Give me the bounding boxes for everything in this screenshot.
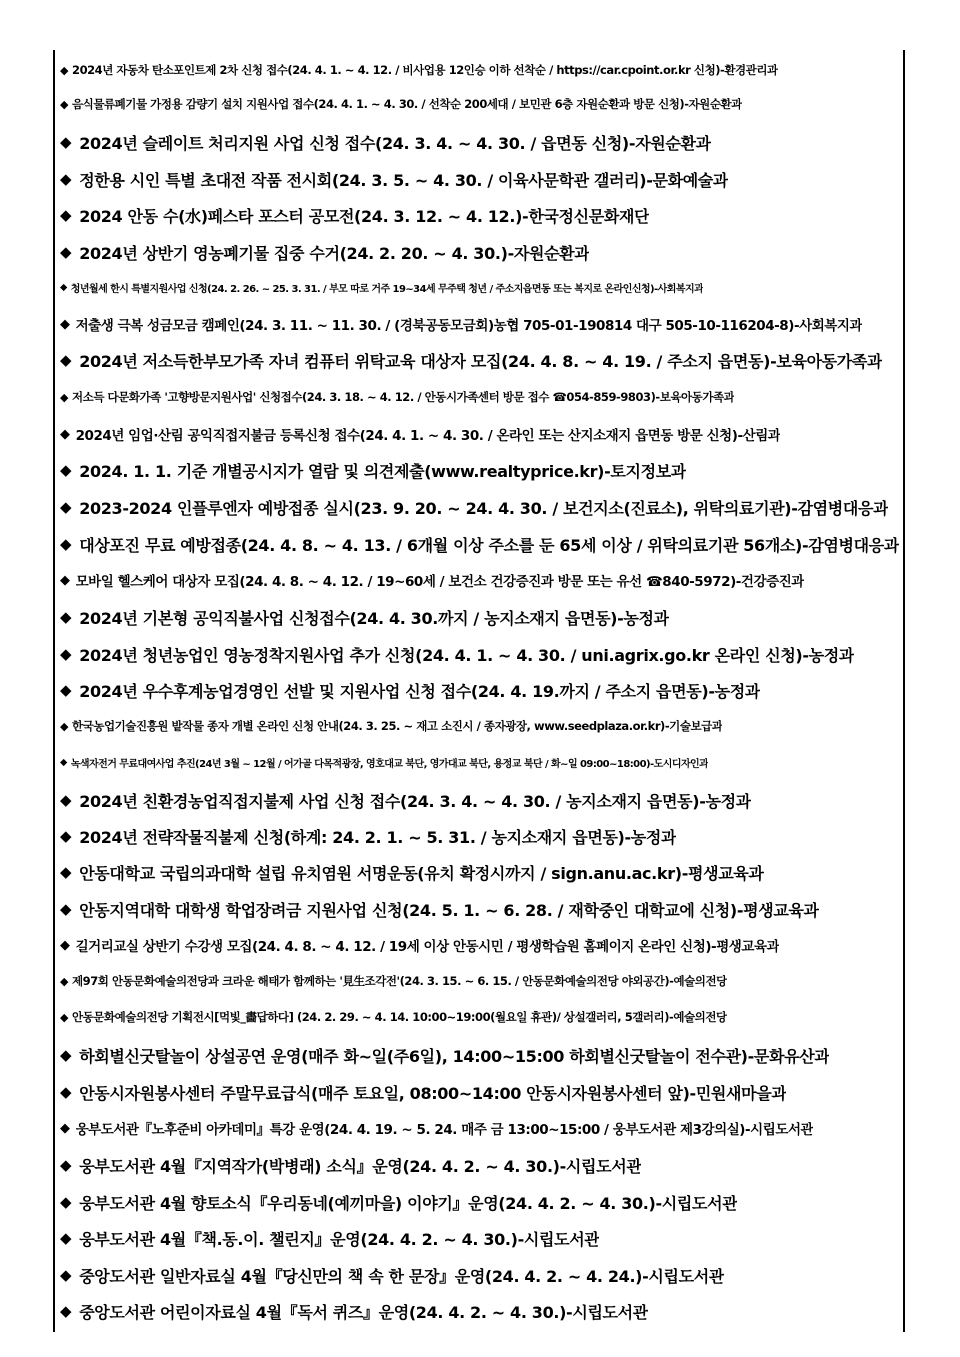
notice-item	[60, 1041, 902, 1069]
page-border-right	[903, 50, 905, 1332]
notice-item	[60, 1078, 902, 1106]
diamond-bullet-icon: ◆	[60, 1046, 72, 1064]
notice-text: 중앙도서관 일반자료실 4월『당신만의 책 속 한 문장』운영(24. 4. 2. ~ 4. 24.)-시립도서관	[79, 1266, 724, 1286]
notice-item	[60, 201, 902, 229]
notice-text: 2024년 임업·산림 공익직접지불금 등록신청 접수(24. 4. 1. ~ 4. 30. / 온라인 또는 산지소재지 읍면동 방문 신청)-산림과	[75, 428, 781, 444]
diamond-bullet-icon: ◆	[60, 719, 69, 733]
notice-item	[60, 165, 902, 193]
diamond-bullet-icon: ◆	[60, 1266, 72, 1284]
notice-text: 2024 안동 수(水)페스타 포스터 공모전(24. 3. 12. ~ 4. 12.)-한국정신문화재단	[79, 206, 650, 226]
diamond-bullet-icon: ◆	[60, 681, 72, 699]
notice-item	[60, 456, 902, 484]
notice-item	[60, 385, 902, 409]
notice-text: 대상포진 무료 예방접종(24. 4. 8. ~ 4. 13. / 6개월 이상 주소를 둔 65세 이상 / 위탁의료기관 56개소)-감염병대응과	[79, 535, 899, 555]
diamond-bullet-icon: ◆	[60, 1083, 72, 1101]
diamond-bullet-icon: ◆	[60, 133, 72, 151]
notice-item	[60, 493, 902, 521]
notice-item	[60, 276, 902, 298]
notice-item	[60, 932, 902, 958]
notice-item	[60, 421, 902, 447]
diamond-bullet-icon: ◆	[60, 1156, 72, 1174]
notice-item	[60, 895, 902, 923]
diamond-bullet-icon: ◆	[60, 63, 69, 77]
notice-text: 녹색자전거 무료대여사업 추진(24년 3월 ~ 12월 / 어가골 다목적광장, 영호대교 북단, 영가대교 북단, 용정교 북단 / 화~일 09:00~18:00)-도시디자인과	[70, 758, 709, 770]
notice-item	[60, 969, 902, 993]
notice-item	[60, 640, 902, 668]
notice-item	[60, 58, 902, 82]
notice-text: 저출생 극복 성금모금 캠페인(24. 3. 11. ~ 11. 30. / (경북공동모금회)농협 705-01-190814 대구 505-10-116204-8)-사회복지과	[75, 318, 863, 334]
notice-text: 하회별신굿탈놀이 상설공연 운영(매주 화~일(주6일), 14:00~15:00 하회별신굿탈놀이 전수관)-문화유산과	[79, 1046, 830, 1066]
notice-text: 음식물류폐기물 가정용 감량기 설치 지원사업 접수(24. 4. 1. ~ 4. 30. / 선착순 200세대 / 보민관 6층 자원순환과 방문 신청)-자원순환과	[72, 97, 742, 111]
notice-item	[60, 822, 902, 850]
diamond-bullet-icon: ◆	[60, 390, 69, 404]
notice-text: 2024년 기본형 공익직불사업 신청접수(24. 4. 30.까지 / 농지소재지 읍면동)-농정과	[79, 608, 669, 628]
diamond-bullet-icon: ◆	[60, 572, 70, 588]
diamond-bullet-icon: ◆	[60, 1010, 69, 1024]
notice-text: 모바일 헬스케어 대상자 모집(24. 4. 8. ~ 4. 12. / 19~60세 / 보건소 건강증진과 방문 또는 유선 ☎840-5972)-건강증진과	[75, 574, 804, 590]
notice-text: 안동지역대학 대학생 학업장려금 지원사업 신청(24. 5. 1. ~ 6. 28. / 재학중인 대학교에 신청)-평생교육과	[79, 900, 819, 920]
notice-text: 2024년 저소득한부모가족 자녀 컴퓨터 위탁교육 대상자 모집(24. 4. 8. ~ 4. 19. / 주소지 읍면동)-보육아동가족과	[79, 351, 883, 371]
diamond-bullet-icon: ◆	[60, 1193, 72, 1211]
diamond-bullet-icon: ◆	[60, 97, 69, 111]
notice-item	[60, 786, 902, 814]
notice-text: 안동시자원봉사센터 주말무료급식(매주 토요일, 08:00~14:00 안동시자원봉사센터 앞)-민원새마을과	[79, 1083, 787, 1103]
notice-text: 웅부도서관『노후준비 아카데미』특강 운영(24. 4. 19. ~ 5. 24. 매주 금 13:00~15:00 / 웅부도서관 제3강의실)-시립도서관	[75, 1122, 814, 1138]
diamond-bullet-icon: ◆	[60, 1229, 72, 1247]
notice-text: 2024년 청년농업인 영농정착지원사업 추가 신청(24. 4. 1. ~ 4. 30. / uni.agrix.go.kr 온라인 신청)-농정과	[79, 645, 854, 665]
notice-text: 2023-2024 인플루엔자 예방접종 실시(23. 9. 20. ~ 24. 4. 30. / 보건지소(진료소), 위탁의료기관)-감염병대응과	[79, 498, 889, 518]
notice-item	[60, 676, 902, 704]
notice-item	[60, 238, 902, 266]
notice-item	[60, 714, 902, 738]
notice-item	[60, 1151, 902, 1179]
diamond-bullet-icon: ◆	[60, 1302, 72, 1320]
diamond-bullet-icon: ◆	[60, 937, 70, 953]
notice-item	[60, 92, 902, 116]
diamond-bullet-icon: ◆	[60, 1120, 70, 1136]
diamond-bullet-icon: ◆	[60, 170, 72, 188]
diamond-bullet-icon: ◆	[60, 316, 70, 332]
notice-text: 웅부도서관 4월『지역작가(박병래) 소식』운영(24. 4. 2. ~ 4. 30.)-시립도서관	[79, 1156, 642, 1176]
notice-text: 2024년 슬레이트 처리지원 사업 신청 접수(24. 3. 4. ~ 4. 30. / 읍면동 신청)-자원순환과	[79, 133, 711, 153]
notice-item	[60, 858, 902, 886]
notice-text: 2024년 친환경농업직접지불제 사업 신청 접수(24. 3. 4. ~ 4. 30. / 농지소재지 읍면동)-농정과	[79, 791, 751, 811]
notice-item	[60, 530, 902, 558]
notice-item	[60, 346, 902, 374]
notice-text: 2024년 자동차 탄소포인트제 2차 신청 접수(24. 4. 1. ~ 4. 12. / 비사업용 12인승 이하 선착순 / https://car.cpoint.or.kr 신청)-환경관리과	[72, 63, 778, 77]
diamond-bullet-icon: ◆	[60, 461, 72, 479]
diamond-bullet-icon: ◆	[60, 426, 70, 442]
diamond-bullet-icon: ◆	[60, 791, 72, 809]
diamond-bullet-icon: ◆	[60, 243, 72, 261]
diamond-bullet-icon: ◆	[60, 281, 67, 293]
notice-item	[60, 751, 902, 773]
diamond-bullet-icon: ◆	[60, 351, 72, 369]
diamond-bullet-icon: ◆	[60, 974, 69, 988]
notice-text: 청년월세 한시 특별지원사업 신청(24. 2. 26. ~ 25. 3. 31. / 부모 따로 거주 19~34세 무주택 청년 / 주소지읍면동 또는 복지로 온라인신청)-사회복지과	[70, 283, 704, 295]
diamond-bullet-icon: ◆	[60, 827, 72, 845]
notice-text: 제97회 안동문화예술의전당과 크라운 해태가 함께하는 '見生조각전'(24. 3. 15. ~ 6. 15. / 안동문화예술의전당 야외공간)-예술의전당	[72, 974, 727, 988]
notice-text: 길거리교실 상반기 수강생 모집(24. 4. 8. ~ 4. 12. / 19세 이상 안동시민 / 평생학습원 홈페이지 온라인 신청)-평생교육과	[75, 939, 780, 955]
notice-item	[60, 311, 902, 337]
notice-text: 2024년 상반기 영농폐기물 집중 수거(24. 2. 20. ~ 4. 30.)-자원순환과	[79, 243, 590, 263]
notice-text: 2024년 전략작물직불제 신청(하계: 24. 2. 1. ~ 5. 31. / 농지소재지 읍면동)-농정과	[79, 827, 677, 847]
diamond-bullet-icon: ◆	[60, 900, 72, 918]
notice-text: 중앙도서관 어린이자료실 4월『독서 퀴즈』운영(24. 4. 2. ~ 4. 30.)-시립도서관	[79, 1302, 648, 1322]
notice-item	[60, 567, 902, 593]
notice-item	[60, 1115, 902, 1141]
notice-text: 웅부도서관 4월『책.동.이. 챌린지』운영(24. 4. 2. ~ 4. 30.)-시립도서관	[79, 1229, 600, 1249]
diamond-bullet-icon: ◆	[60, 206, 72, 224]
notice-text: 저소득 다문화가족 '고향방문지원사업' 신청접수(24. 3. 18. ~ 4. 12. / 안동시가족센터 방문 접수 ☎054-859-9803)-보육아동가족과	[72, 390, 735, 404]
notice-text: 한국농업기술진흥원 밭작물 종자 개별 온라인 신청 안내(24. 3. 25. ~ 재고 소진시 / 종자광장, www.seedplaza.or.kr)-기술보급과	[72, 719, 723, 733]
notice-item	[60, 1261, 902, 1289]
diamond-bullet-icon: ◆	[60, 756, 67, 768]
notice-item	[60, 1297, 902, 1325]
diamond-bullet-icon: ◆	[60, 498, 72, 516]
notice-text: 2024년 우수후계농업경영인 선발 및 지원사업 신청 접수(24. 4. 19.까지 / 주소지 읍면동)-농정과	[79, 681, 760, 701]
page-border-left	[53, 50, 55, 1332]
notice-item	[60, 1005, 902, 1029]
diamond-bullet-icon: ◆	[60, 608, 72, 626]
notice-item	[60, 128, 902, 156]
notice-item	[60, 1224, 902, 1252]
notice-item	[60, 603, 902, 631]
notice-text: 안동문화예술의전당 기획전시[먹빛_畵답하다] (24. 2. 29. ~ 4. 14. 10:00~19:00(월요일 휴관)/ 상설갤러리, 5갤러리)-예술의전당	[72, 1010, 727, 1024]
diamond-bullet-icon: ◆	[60, 645, 72, 663]
notice-text: 정한용 시인 특별 초대전 작품 전시회(24. 3. 5. ~ 4. 30. / 이육사문학관 갤러리)-문화예술과	[79, 170, 729, 190]
notice-text: 웅부도서관 4월 향토소식『우리동네(예끼마을) 이야기』운영(24. 4. 2. ~ 4. 30.)-시립도서관	[79, 1193, 738, 1213]
notice-text: 2024. 1. 1. 기준 개별공시지가 열람 및 의견제출(www.realtyprice.kr)-토지정보과	[79, 461, 686, 481]
diamond-bullet-icon: ◆	[60, 863, 72, 881]
notice-text: 안동대학교 국립의과대학 설립 유치염원 서명운동(유치 확정시까지 / sign.anu.ac.kr)-평생교육과	[79, 863, 764, 883]
diamond-bullet-icon: ◆	[60, 535, 72, 553]
notice-item	[60, 1188, 902, 1216]
